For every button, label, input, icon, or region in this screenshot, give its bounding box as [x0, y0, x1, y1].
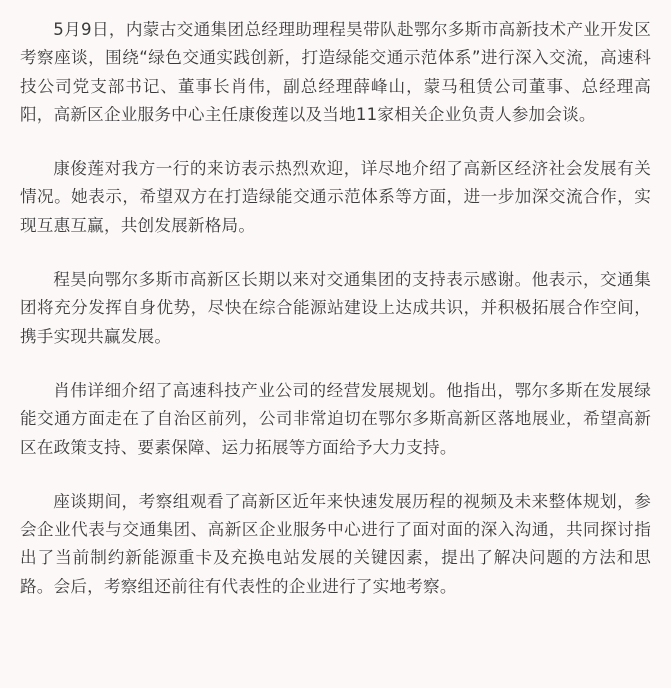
paragraph-discussion-summary: 座谈期间，考察组观看了高新区近年来快速发展历程的视频及未来整体规划，参会企业代表与交通集团、高新区企业服务中心进行了面对面的深入沟通，共同探讨指出了当前制约新能源重卡及充换电站发展的关键因素，提出了解决问题的方法和思路。会后，考察组还前往有代表性的企业进行了实地考察。: [20, 491, 651, 596]
paragraph-meeting-overview: 5月9日，内蒙古交通集团总经理助理程昊带队赴鄂尔多斯市高新技术产业开发区考察座谈，围绕“绿色交通实践创新，打造绿能交通示范体系”进行深入交流，高速科技公司党支部书记、董事长肖伟，副总经理薛峰山，蒙马租赁公司董事、总经理高阳，高新区企业服务中心主任康俊莲以及当地11家相关企业负责人参加会谈。: [20, 20, 651, 124]
paragraph-thanks-remarks: 程昊向鄂尔多斯市高新区长期以来对交通集团的支持表示感谢。他表示，交通集团将充分发挥自身优势，尽快在综合能源站建设上达成共识，并积极拓展合作空间，携手实现共赢发展。: [20, 270, 651, 346]
paragraph-development-plan: 肖伟详细介绍了高速科技产业公司的经营发展规划。他指出，鄂尔多斯在发展绿能交通方面走在了自治区前列，公司非常迫切在鄂尔多斯高新区落地展业，希望高新区在政策支持、要素保障、运力拓展等方面给予大力支持。: [20, 380, 651, 457]
paragraph-welcome-remarks: 康俊莲对我方一行的来访表示热烈欢迎，详尽地介绍了高新区经济社会发展有关情况。她表示，希望双方在打造绿能交通示范体系等方面，进一步加深交流合作，实现互惠互赢，共创发展新格局。: [20, 159, 651, 235]
